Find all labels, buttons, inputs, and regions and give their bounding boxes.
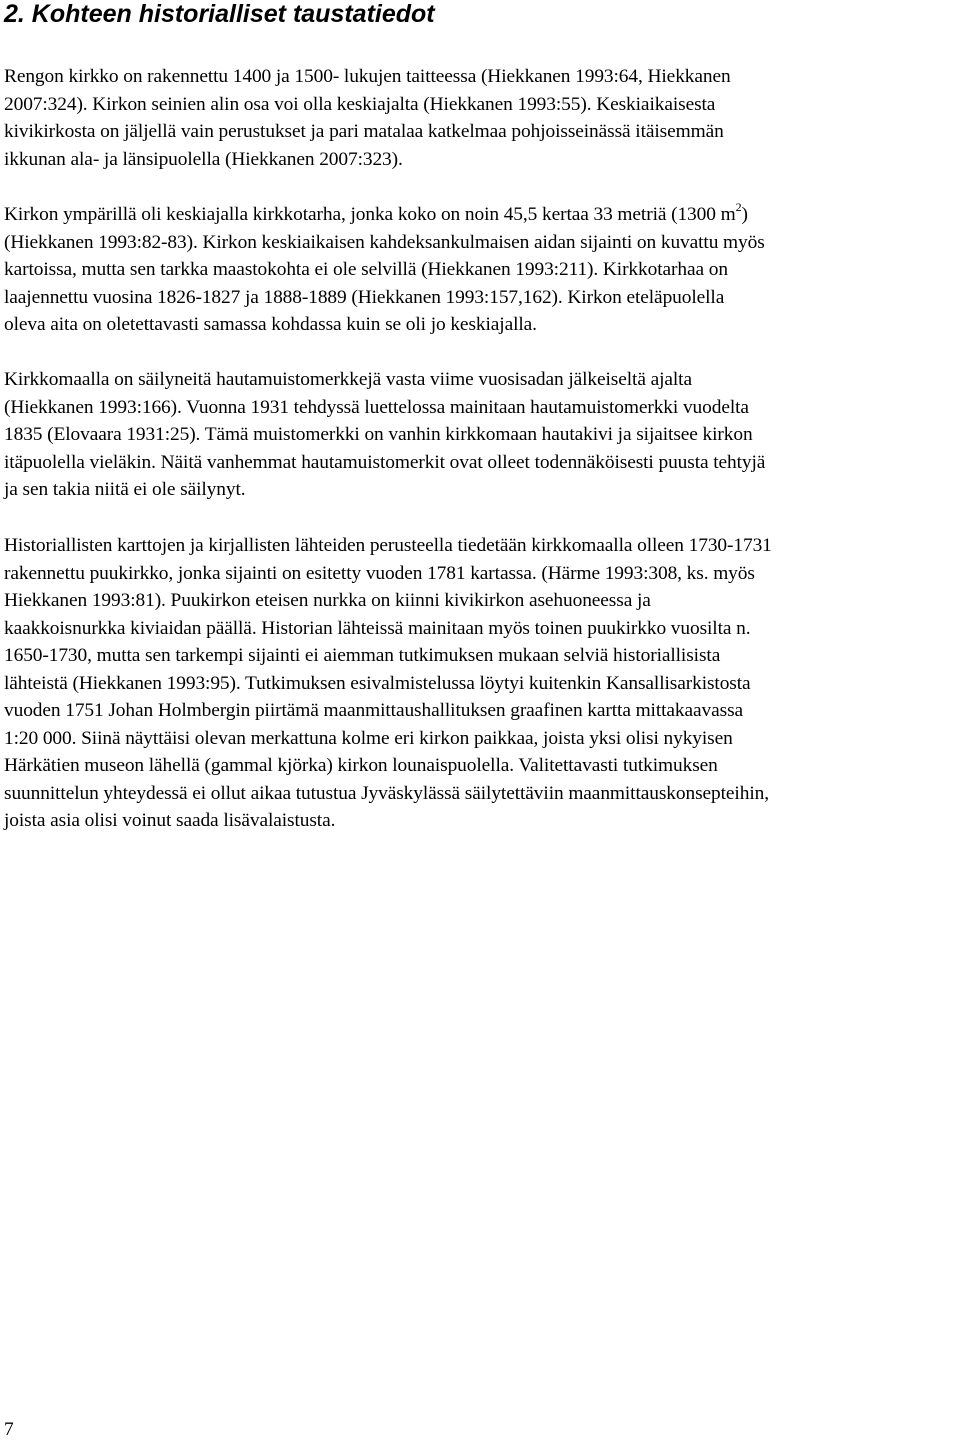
text-line: Rengon kirkko on rakennettu 1400 ja 1500- lukujen taitteessa (Hiekkanen 1993:64, Hiekkanen xyxy=(4,66,731,87)
text-line: oleva aita on oletettavasti samassa kohdassa kuin se oli jo keskiajalla. xyxy=(4,314,537,335)
text-line: vuoden 1751 Johan Holmbergin piirtämä maanmittaushallituksen graafinen kartta mittakaavassa xyxy=(4,700,744,721)
text-line: Hiekkanen 1993:81). Puukirkon eteisen nurkka on kiinni kivikirkon asehuoneessa ja xyxy=(4,590,651,611)
text-line: itäpuolella vieläkin. Näitä vanhemmat hautamuistomerkit ovat olleet todennäköisesti puusta tehtyjä xyxy=(4,451,766,473)
text-line: 2007:324). Kirkon seinien alin osa voi olla keskiajalta (Hiekkanen 1993:55). Keskiaikaisesta xyxy=(4,93,716,115)
paragraph-1 xyxy=(4,63,960,173)
text-line: (Hiekkanen 1993:166). Vuonna 1931 tehdyssä luettelossa mainitaan hautamuistomerkki vuodelta xyxy=(4,396,749,418)
text-fragment: Kirkon ympärillä oli keskiajalla kirkkotarha, jonka koko on noin 45,5 kertaa 33 metriä (1300 m xyxy=(4,204,736,225)
text-line: Kirkkomaalla on säilyneitä hautamuistomerkkejä vasta viime vuosisadan jälkeiseltä ajalta xyxy=(4,369,692,390)
text-line: ja sen takia niitä ei ole säilynyt. xyxy=(4,479,246,500)
paragraph-3 xyxy=(4,366,960,504)
text-line: joista asia olisi voinut saada lisävalaistusta. xyxy=(4,810,336,831)
superscript: 2 xyxy=(735,200,742,214)
text-line: kivikirkosta on jäljellä vain perustukset ja pari matalaa katkelmaa pohjoisseinässä itäisemmän xyxy=(4,121,724,142)
text-line: 1650-1730, mutta sen tarkempi sijainti ei aiemman tutkimuksen mukaan selviä historiallisista xyxy=(4,645,721,666)
text-line: suunnittelun yhteydessä ei ollut aikaa tutustua Jyväskylässä säilytettäviin maanmittauskonsepteihin, xyxy=(4,782,769,804)
text-line: 1:20 000. Siinä näyttäisi olevan merkattuna kolme eri kirkon paikkaa, joista yksi olisi nykyisen xyxy=(4,727,733,749)
text-line: rakennettu puukirkko, jonka sijainti on esitetty vuoden 1781 kartassa. (Härme 1993:308, ks. myös xyxy=(4,562,755,584)
text-line-with-superscript xyxy=(4,201,960,229)
paragraph-2 xyxy=(4,201,960,339)
text-line: Historiallisten karttojen ja kirjallisten lähteiden perusteella tiedetään kirkkomaalla olleen 1730-1731 xyxy=(4,535,772,556)
text-line: ikkunan ala- ja länsipuolella (Hiekkanen 2007:323). xyxy=(4,148,403,170)
paragraph-4 xyxy=(4,532,960,835)
page-number: 7 xyxy=(4,1419,14,1440)
text-line: lähteistä (Hiekkanen 1993:95). Tutkimuksen esivalmistelussa löytyi kuitenkin Kansallisarkistosta xyxy=(4,672,751,694)
text-line: Härkätien museon lähellä (gammal kjörka) kirkon lounaispuolella. Valitettavasti tutkimuksen xyxy=(4,755,718,776)
text-line: kartoissa, mutta sen tarkka maastokohta ei ole selvillä (Hiekkanen 1993:211). Kirkkotarhaa on xyxy=(4,259,728,280)
text-line: (Hiekkanen 1993:82-83). Kirkon keskiaikaisen kahdeksankulmaisen aidan sijainti on kuvattu myös xyxy=(4,231,765,253)
section-heading: 2. Kohteen historialliset taustatiedot xyxy=(4,0,435,28)
text-fragment: ) xyxy=(741,204,748,225)
text-line: laajennettu vuosina 1826-1827 ja 1888-1889 (Hiekkanen 1993:157,162). Kirkon eteläpuolella xyxy=(4,286,725,308)
text-line: 1835 (Elovaara 1931:25). Tämä muistomerkki on vanhin kirkkomaan hautakivi ja sijaitsee kirkon xyxy=(4,424,753,445)
text-line: kaakkoisnurkka kiviaidan päällä. Historian lähteissä mainitaan myös toinen puukirkko vuosilta n. xyxy=(4,617,751,639)
